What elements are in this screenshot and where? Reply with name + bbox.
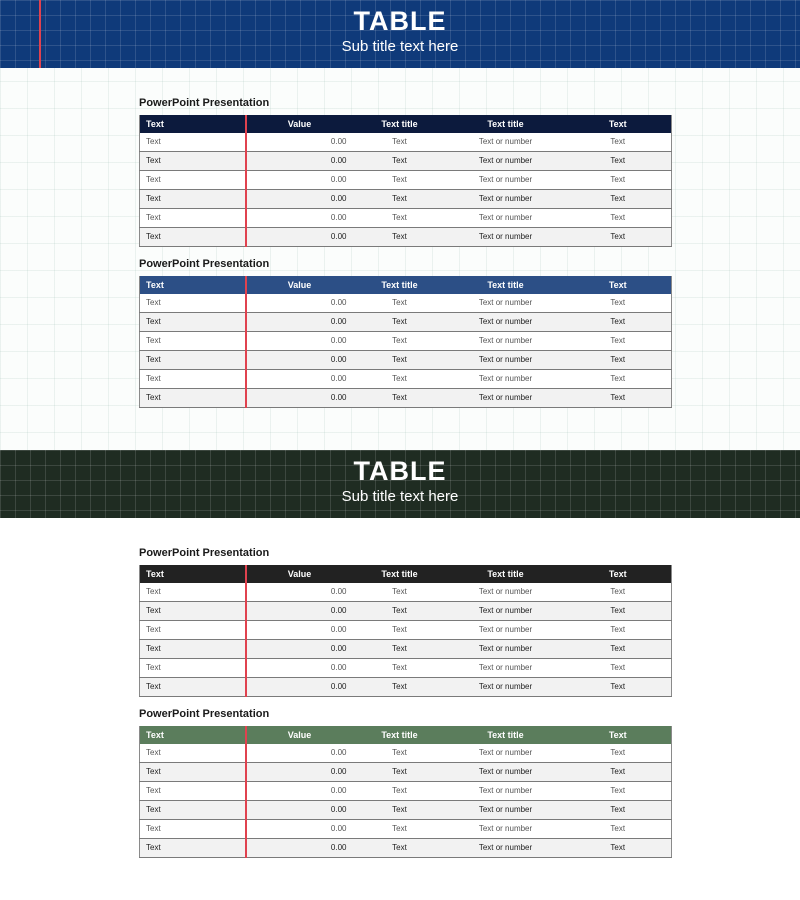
table-cell: Text [353,659,447,678]
table-cell: 0.00 [246,389,353,408]
table-row [140,294,672,313]
table-cell: Text [353,763,447,782]
column-header: Value [246,565,353,583]
table-cell: Text [565,171,672,190]
table-cell: 0.00 [246,820,353,839]
column-header: Text [565,565,672,583]
table-cell: Text [140,171,246,190]
table-cell: Text [565,678,672,697]
table-row [140,820,672,839]
data-table [139,276,672,408]
page-title: TABLE [353,6,447,36]
table-cell: Text [353,313,447,332]
table-cell: Text [353,602,447,621]
table-header-row [140,565,672,583]
table-cell: Text [353,640,447,659]
table-cell: Text [353,294,447,313]
data-table [139,726,672,858]
table-cell: Text or number [447,313,565,332]
table-cell: Text [565,583,672,602]
table-cell: Text or number [447,294,565,313]
table-cell: Text or number [447,659,565,678]
table-cell: 0.00 [246,190,353,209]
table-block [139,257,671,408]
table-row [140,801,672,820]
title-banner [0,0,800,68]
table-cell: Text [565,640,672,659]
table-cell: Text [565,190,672,209]
table-cell: Text [140,640,246,659]
page-title: TABLE [353,456,447,486]
table-cell: Text or number [447,152,565,171]
table-caption: PowerPoint Presentation [139,708,270,720]
column-header: Text title [447,276,565,294]
table-cell: Text [565,659,672,678]
table-cell: Text [565,332,672,351]
table-row [140,209,672,228]
table-caption: PowerPoint Presentation [139,97,270,109]
table-header-row [140,115,672,133]
table-cell: Text [565,602,672,621]
table-cell: Text [565,389,672,408]
table-cell: 0.00 [246,621,353,640]
table-cell: 0.00 [246,171,353,190]
table-cell: Text [353,621,447,640]
table-cell: Text [353,678,447,697]
table-cell: Text or number [447,332,565,351]
table-header-row [140,726,672,744]
table-cell: Text or number [447,744,565,763]
table-cell: Text [140,583,246,602]
table-cell: Text or number [447,602,565,621]
table-cell: 0.00 [246,209,353,228]
column-header: Text title [447,115,565,133]
column-header: Text title [353,565,447,583]
column-header: Text title [447,565,565,583]
data-table [139,115,672,247]
table-cell: Text or number [447,389,565,408]
table-row [140,763,672,782]
data-table [139,565,672,697]
slide-2 [0,450,800,900]
table-cell: Text [353,801,447,820]
table-cell: Text or number [447,351,565,370]
column-header: Value [246,726,353,744]
table-row [140,678,672,697]
table-row [140,228,672,247]
table-cell: Text or number [447,763,565,782]
table-cell: Text [140,782,246,801]
table-header-row [140,276,672,294]
column-header: Text [140,565,246,583]
column-header: Text [140,115,246,133]
table-row [140,640,672,659]
table-row [140,602,672,621]
table-cell: 0.00 [246,583,353,602]
table-cell: Text or number [447,801,565,820]
column-header: Text [565,726,672,744]
column-header: Value [246,115,353,133]
table-row [140,621,672,640]
table-cell: 0.00 [246,659,353,678]
table-cell: 0.00 [246,782,353,801]
table-cell: 0.00 [246,152,353,171]
table-cell: Text or number [447,839,565,858]
column-header: Text [565,115,672,133]
table-cell: 0.00 [246,351,353,370]
table-row [140,659,672,678]
table-cell: Text [353,820,447,839]
table-cell: Text [565,152,672,171]
table-caption: PowerPoint Presentation [139,258,270,270]
table-cell: Text [353,190,447,209]
table-row [140,171,672,190]
table-cell: Text [565,621,672,640]
table-cell: Text [140,228,246,247]
table-cell: Text [565,313,672,332]
table-cell: Text [353,209,447,228]
table-row [140,152,672,171]
table-cell: Text [140,351,246,370]
table-cell: Text [140,152,246,171]
column-header: Text [140,726,246,744]
table-cell: Text [140,389,246,408]
table-cell: Text or number [447,640,565,659]
table-row [140,351,672,370]
table-cell: Text [353,389,447,408]
table-cell: Text [565,744,672,763]
table-cell: 0.00 [246,839,353,858]
table-cell: 0.00 [246,763,353,782]
table-cell: Text [140,332,246,351]
table-cell: Text [140,602,246,621]
table-cell: Text [353,782,447,801]
table-cell: Text [140,839,246,858]
table-cell: Text [565,228,672,247]
table-row [140,370,672,389]
table-cell: Text or number [447,171,565,190]
table-row [140,839,672,858]
table-cell: 0.00 [246,228,353,247]
table-cell: Text [565,370,672,389]
table-cell: Text [140,763,246,782]
table-cell: Text [140,621,246,640]
table-row [140,744,672,763]
column-header: Text title [447,726,565,744]
accent-line [39,0,41,68]
table-cell: Text [140,294,246,313]
table-cell: 0.00 [246,801,353,820]
table-cell: 0.00 [246,640,353,659]
table-cell: 0.00 [246,294,353,313]
column-header: Value [246,276,353,294]
table-cell: Text or number [447,820,565,839]
table-cell: Text [353,171,447,190]
table-cell: Text or number [447,228,565,247]
table-cell: Text [565,209,672,228]
table-cell: Text [140,370,246,389]
table-cell: 0.00 [246,744,353,763]
table-cell: Text [353,152,447,171]
table-cell: 0.00 [246,678,353,697]
table-cell: 0.00 [246,332,353,351]
table-cell: Text [353,228,447,247]
page-subtitle: Sub title text here [341,488,459,505]
table-cell: 0.00 [246,313,353,332]
table-cell: Text [353,370,447,389]
table-cell: Text [565,294,672,313]
column-header: Text [140,276,246,294]
table-cell: Text [140,133,246,152]
table-cell: 0.00 [246,370,353,389]
table-cell: Text or number [447,678,565,697]
table-cell: Text [565,839,672,858]
table-cell: Text or number [447,209,565,228]
table-row [140,332,672,351]
table-cell: Text or number [447,370,565,389]
table-row [140,190,672,209]
table-row [140,389,672,408]
table-cell: Text [353,133,447,152]
table-cell: Text or number [447,583,565,602]
table-cell: Text [353,839,447,858]
table-cell: 0.00 [246,133,353,152]
table-row [140,583,672,602]
table-cell: Text [353,332,447,351]
table-block [139,546,671,697]
column-header: Text title [353,726,447,744]
table-caption: PowerPoint Presentation [139,547,270,559]
table-cell: Text [565,351,672,370]
table-block [139,96,671,247]
table-cell: Text or number [447,133,565,152]
table-cell: Text or number [447,782,565,801]
table-cell: Text [565,820,672,839]
table-cell: Text [353,583,447,602]
table-cell: Text [140,678,246,697]
table-cell: Text [140,820,246,839]
table-cell: Text [353,351,447,370]
table-row [140,782,672,801]
table-cell: Text [140,190,246,209]
column-header: Text [565,276,672,294]
table-cell: Text [140,801,246,820]
table-cell: Text [565,763,672,782]
table-cell: Text [140,744,246,763]
table-row [140,313,672,332]
table-cell: Text or number [447,190,565,209]
table-block [139,707,671,858]
table-cell: Text [140,659,246,678]
column-header: Text title [353,276,447,294]
title-banner [0,450,800,518]
table-cell: Text [353,744,447,763]
table-cell: 0.00 [246,602,353,621]
table-cell: Text [565,133,672,152]
table-cell: Text [140,209,246,228]
column-header: Text title [353,115,447,133]
page-subtitle: Sub title text here [341,38,459,55]
table-cell: Text or number [447,621,565,640]
table-row [140,133,672,152]
table-cell: Text [565,782,672,801]
table-cell: Text [140,313,246,332]
table-cell: Text [565,801,672,820]
